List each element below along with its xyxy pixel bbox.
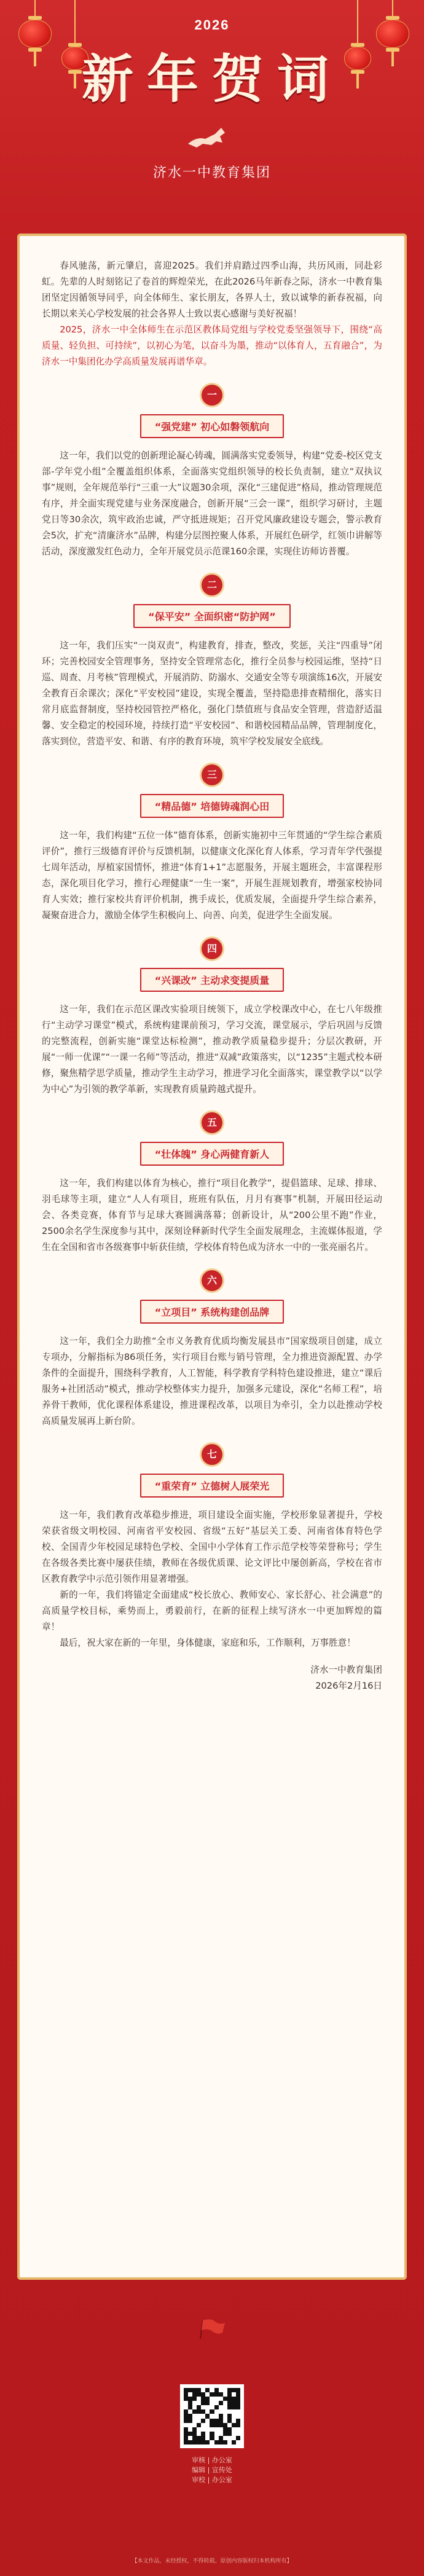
section-number-badge: 六 [202,1270,222,1291]
credit-line: 编辑 | 宣传处 [192,2466,232,2474]
closing-paragraph: 最后，祝大家在新的一年里，身体健康，家庭和乐，工作顺利，万事胜意！ [60,1638,356,1648]
section-title: “强党建” 初心如磐领航向 [140,414,285,438]
qr-code[interactable] [180,2384,244,2448]
header-banner [0,0,424,209]
footer-credits [0,2456,424,2485]
page-title: 新年贺词 [81,49,342,109]
signature-org: 济水一中教育集团 [310,1665,382,1675]
intro-paragraph: 春风驰荡，新元肇启，喜迎2025。我们并肩踏过四季山海，共历风雨，同赴彩虹。先辈的人时刻铭记了卷首的辉煌荣光，在此2026马年新春之际，济水一中教育集团坚定因循领导同乎，向全体师生、家长朋友，各界人士，致以诚挚的新春祝福，向长期以来关心学校发展的社会各界人士致以衷心感谢与美好祝福！ [42,261,382,319]
section-title: “保平安” 全面织密“防护网” [133,604,291,628]
section-number-badge: 一 [202,385,222,406]
letter-paper [17,234,407,2280]
section-paragraph: 这一年，我们在示范区课改实验项目统领下，成立学校课改中心，在七八年级推行“主动学习课堂”模式，系统构建课前预习，学习交流，课堂展示，学后巩固与反馈的完整流程，创新实施“课堂达标检测”，推动教学质量稳步提升；分层次教研，开展“一师一优课”“一课一名师”等活动，推进“双减”政策落实，以“1235”主题式校本研修，聚焦精学思学质量，推动学生主动学习，推进学习化全面落实，课堂教学以“以学为中心”为引领的教学革新，实现教育质量跨越式提升。 [42,1004,382,1094]
header-subtitle: 济水一中教育集团 [152,165,271,181]
section-number-badge: 二 [202,575,222,595]
section-title: “立项目” 系统构建创品牌 [140,1300,285,1324]
qr-code-pattern [184,2388,240,2444]
section-number-badge: 七 [202,1444,222,1465]
section-paragraph: 这一年，我们以党的创新理论凝心铸魂，圆满落实党委领导，构建“党委-校区党支部-学年党小组”全覆盖组织体系，全面落实党组织领导的校长负责制，建立“双执议事”规则，全年规范举行“三重一大”议题30余项，深化“三建促进”格局，推动管理规范有序，并全面实现党建与业务深度融合，创新开展“三会一课”，组织学习研讨，主题党日等30余次，筑牢政治忠诚，严守抵进规矩；召开党风廉政建设专题会，警示教育会5次，扩充“清廉济水”品牌，构建分层图控聚人体系，开展红色研学，红领巾讲解等活动，深度激发红色动力，全年开展党员示范课160余课，实现住访师访普覆。 [42,450,382,557]
credit-line: 审核 | 办公室 [192,2456,232,2464]
section-number-badge: 四 [202,938,222,959]
section-paragraph: 这一年，我们构建以体育为核心，推行“项目化教学”，提倡篮球、足球、排球、羽毛球等主项，建立“人人有项目，班班有队伍，月月有赛事”机制，开展田径运动会、各类竞赛，体育节与足球大赛圆满落幕；创新设计，从“200公里不跑”作业，2500余名学生深度参与其中，深刻诠释新时代学生全面发展理念，主流媒体报道，学生在全国和省市各级赛事中斩获佳绩，学校体育特色成为济水一中的一张亮丽名片。 [42,1178,382,1252]
horse-icon [184,125,240,150]
section-paragraph: 这一年，我们压实“一岗双责”，构建教育，排查，整改，奖惩，关注“四重导”闭环；完善校园安全管理事务，坚持安全管理常态化，推行全员参与校园运维，坚持“日巡、周查、月考核”管理模式，开展消防、防溺水、交通安全等专项演练16次，开展安全教育百余课次；深化“平安校园”建设，实现全覆盖，坚持隐患排查精细化，落实日常月底监督制度，坚持校园管控严格化，强化门禁值班与食品安全管理，营造舒适温馨、安全稳定的校园环境，持续打造“平安校园”、和谐校园精品品牌，管理制度化，落实到位，营造平安、和谐、有序的教育环境，筑牢学校发展安全底线。 [42,640,382,747]
header-year: 2026 [194,17,230,33]
section-paragraph: 这一年，我们全力助推“全市义务教育优质均衡发展县市”国家级项目创建，成立专项办，分解指标为86项任务，实行项目台账与销号管理，全力推进资源配置、办学条件的全面提升，围绕科学教育，人工智能，科学教育学科特色建设推进，建立“课后服务+社团活动”模式，推动学校整体实力提升，加强多元建设，深化“名师工程”，培养骨干教师，优化课程体系建设，推进课程改革，以项目为牵引，全力以赴推动学校高质量发展再上新台阶。 [42,1336,382,1426]
section-number-badge: 三 [202,764,222,785]
credit-line: 审校 | 办公室 [192,2476,232,2484]
section-paragraph: 这一年，我们构建“五位一体”德育体系，创新实施初中三年贯通的“学生综合素质评价”，推行三级德育评价与反馈机制，以健康文化深化育人体系，学习青年学代强提七周年活动，厚植家国情怀，推进“体育1+1”志愿服务，开展主题班会，丰富课程形态，深化项目化学习，推行心理健康“一生一案”，开展生涯规划教育，增强家校协同育人实效；推行家校共育评价机制，携手成长，优质发展，全面提升学生综合素养，凝聚奋进合力，激励全体学生积极向上、向善、向美，促进学生全面发展。 [42,830,382,921]
section-paragraph: 这一年，我们教育改革稳步推进，项目建设全面实施，学校形象显著提升，学校荣获省级文明校园、河南省平安校园、省级“五好”基层关工委、河南省体育特色学校、全国青少年校园足球特色学校、全国中小学体育工作示范学校等荣誉称号；学生在各级各类比赛中屡获佳绩，教师在各级优质课、论文评比中屡创新高，学校在省市区教育教学中示范引领作用显著增强。 [42,1510,382,1584]
section-number-badge: 五 [202,1112,222,1133]
signature-date: 2026年2月16日 [315,1681,382,1691]
section-title: “壮体魄” 身心两健育新人 [140,1142,285,1166]
intro-paragraph: 2025，济水一中全体师生在示范区教体局党组与学校党委坚强领导下，围绕“高质量、轻负担、可持续”，以初心为笔，以奋斗为墨，推动“以体育人，五育融合”，为济水一中集团化办学高质量发展再谱华章。 [42,324,382,367]
copyright-notice: 【本文作品，未经授权，不得转载。原创内容版权归本机构所有】 [132,2558,292,2564]
section-title: “精品德” 培德铸魂润心田 [140,794,285,818]
section-paragraph: 新的一年，我们将锚定全面建成“校长放心、教师安心、家长舒心、社会满意”的高质量学校目标，乘势而上，勇毅前行，在新的征程上续写济水一中更加辉煌的篇章！ [42,1590,382,1632]
section-title: “兴课改” 主动求变提质量 [140,968,285,992]
section-title: “重荣育” 立德树人展荣光 [140,1474,285,1498]
flag-icon [197,2317,227,2341]
